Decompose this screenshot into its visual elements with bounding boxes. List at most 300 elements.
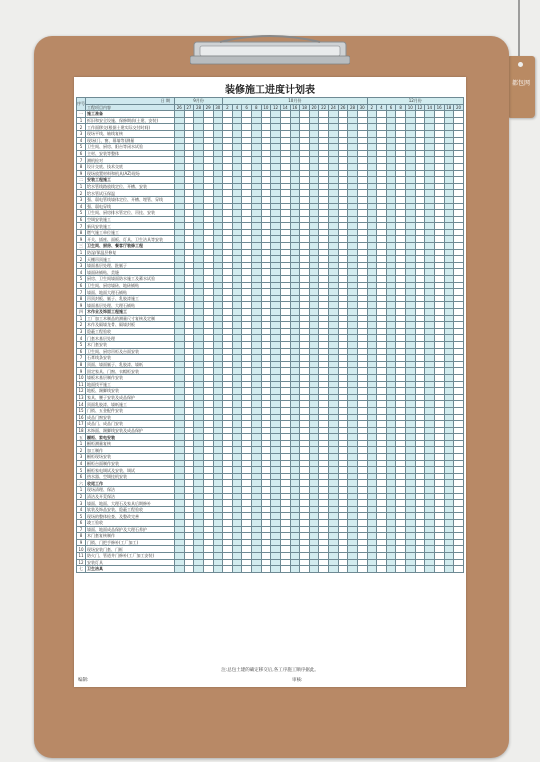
schedule-cell [242, 117, 252, 124]
schedule-cell [175, 111, 185, 118]
schedule-cell [203, 163, 213, 170]
schedule-cell [377, 467, 387, 474]
schedule-cell [338, 460, 348, 467]
schedule-cell [175, 216, 185, 223]
schedule-cell [425, 130, 435, 137]
row-number: 8 [77, 163, 86, 170]
schedule-cell [444, 374, 454, 381]
schedule-cell [271, 249, 281, 256]
schedule-cell [300, 427, 310, 434]
row-number: 5 [77, 341, 86, 348]
schedule-cell [194, 427, 204, 434]
schedule-cell [252, 421, 262, 428]
schedule-cell [357, 322, 367, 329]
schedule-cell [300, 150, 310, 157]
schedule-cell [377, 407, 387, 414]
schedule-cell [232, 111, 242, 118]
schedule-cell [425, 361, 435, 368]
schedule-cell [184, 190, 194, 197]
schedule-cell [425, 381, 435, 388]
schedule-cell [252, 210, 262, 217]
section-row [77, 566, 464, 573]
schedule-cell [213, 381, 223, 388]
schedule-cell [232, 124, 242, 131]
schedule-cell [425, 473, 435, 480]
schedule-cell [406, 361, 416, 368]
schedule-cell [338, 276, 348, 283]
schedule-cell [203, 335, 213, 342]
schedule-cell [348, 196, 358, 203]
schedule-cell [386, 414, 396, 421]
schedule-cell [290, 276, 300, 283]
schedule-cell [396, 348, 406, 355]
schedule-cell [338, 328, 348, 335]
schedule-cell [396, 289, 406, 296]
task-row [77, 163, 464, 170]
schedule-cell [203, 236, 213, 243]
schedule-cell [386, 440, 396, 447]
schedule-cell [348, 111, 358, 118]
schedule-cell [444, 163, 454, 170]
schedule-cell [454, 144, 464, 151]
schedule-cell [377, 196, 387, 203]
schedule-cell [280, 335, 290, 342]
schedule-cell [252, 500, 262, 507]
schedule-cell [367, 295, 377, 302]
schedule-cell [348, 401, 358, 408]
schedule-cell [434, 467, 444, 474]
schedule-cell [367, 414, 377, 421]
schedule-cell [194, 111, 204, 118]
schedule-cell [194, 183, 204, 190]
schedule-cell [338, 137, 348, 144]
schedule-cell [194, 210, 204, 217]
schedule-cell [203, 190, 213, 197]
row-number: 二 [77, 177, 86, 184]
schedule-cell [309, 289, 319, 296]
schedule-cell [406, 355, 416, 362]
schedule-cell [242, 566, 252, 573]
schedule-cell [454, 493, 464, 500]
schedule-cell [444, 559, 454, 566]
schedule-cell [348, 229, 358, 236]
schedule-cell [252, 487, 262, 494]
schedule-cell [444, 552, 454, 559]
schedule-cell [242, 256, 252, 263]
schedule-cell [184, 559, 194, 566]
schedule-cell [415, 256, 425, 263]
schedule-cell [425, 315, 435, 322]
schedule-cell [348, 243, 358, 250]
schedule-cell [377, 388, 387, 395]
schedule-cell [415, 144, 425, 151]
schedule-cell [213, 473, 223, 480]
schedule-cell [194, 163, 204, 170]
schedule-cell [377, 295, 387, 302]
schedule-cell [357, 335, 367, 342]
schedule-cell [377, 315, 387, 322]
schedule-cell [290, 368, 300, 375]
schedule-cell [271, 256, 281, 263]
schedule-cell [194, 269, 204, 276]
schedule-cell [232, 282, 242, 289]
schedule-cell [434, 401, 444, 408]
schedule-cell [261, 289, 271, 296]
schedule-cell [348, 374, 358, 381]
schedule-cell [203, 269, 213, 276]
schedule-cell [194, 190, 204, 197]
schedule-cell [444, 243, 454, 250]
schedule-cell [444, 282, 454, 289]
schedule-cell [357, 289, 367, 296]
schedule-cell [454, 374, 464, 381]
schedule-cell [309, 427, 319, 434]
schedule-cell [232, 374, 242, 381]
schedule-cell [223, 520, 233, 527]
schedule-cell [300, 170, 310, 177]
day-header: 6 [386, 104, 396, 111]
task-name: 橱柜台面制作安装 [86, 460, 175, 467]
schedule-cell [386, 262, 396, 269]
schedule-cell [175, 401, 185, 408]
schedule-cell [203, 559, 213, 566]
schedule-cell [386, 190, 396, 197]
schedule-cell [329, 361, 339, 368]
schedule-cell [348, 467, 358, 474]
schedule-cell [223, 480, 233, 487]
schedule-cell [213, 394, 223, 401]
day-header: 12 [415, 104, 425, 111]
schedule-cell [396, 322, 406, 329]
schedule-cell [425, 559, 435, 566]
schedule-cell [261, 460, 271, 467]
schedule-cell [232, 394, 242, 401]
schedule-cell [406, 229, 416, 236]
schedule-cell [232, 566, 242, 573]
schedule-cell [261, 341, 271, 348]
task-name: 墙板木基层制作安装 [86, 374, 175, 381]
schedule-cell [415, 163, 425, 170]
schedule-cell [367, 533, 377, 540]
schedule-cell [329, 533, 339, 540]
schedule-cell [377, 243, 387, 250]
schedule-cell [203, 394, 213, 401]
schedule-cell [377, 190, 387, 197]
day-header: 20 [309, 104, 319, 111]
schedule-cell [434, 137, 444, 144]
schedule-cell [454, 513, 464, 520]
schedule-cell [367, 546, 377, 553]
schedule-cell [357, 309, 367, 316]
row-number: 3 [77, 130, 86, 137]
schedule-cell [242, 243, 252, 250]
schedule-cell [175, 144, 185, 151]
schedule-cell [203, 295, 213, 302]
schedule-cell [232, 539, 242, 546]
schedule-cell [252, 190, 262, 197]
schedule-cell [319, 111, 329, 118]
schedule-cell [377, 289, 387, 296]
schedule-cell [386, 566, 396, 573]
schedule-cell [203, 170, 213, 177]
schedule-cell [175, 414, 185, 421]
task-row [77, 137, 464, 144]
schedule-cell [319, 282, 329, 289]
header-row-months [77, 98, 464, 105]
schedule-cell [203, 309, 213, 316]
schedule-cell [184, 421, 194, 428]
schedule-cell [386, 229, 396, 236]
schedule-cell [415, 520, 425, 527]
schedule-cell [444, 150, 454, 157]
schedule-cell [309, 374, 319, 381]
schedule-cell [396, 236, 406, 243]
schedule-cell [357, 137, 367, 144]
schedule-cell [203, 381, 213, 388]
schedule-cell [377, 210, 387, 217]
schedule-cell [184, 539, 194, 546]
task-row [77, 361, 464, 368]
schedule-cell [232, 427, 242, 434]
schedule-cell [184, 526, 194, 533]
schedule-cell [454, 388, 464, 395]
schedule-cell [329, 210, 339, 217]
schedule-cell [242, 368, 252, 375]
schedule-cell [396, 190, 406, 197]
schedule-cell [454, 210, 464, 217]
schedule-cell [425, 513, 435, 520]
schedule-cell [319, 269, 329, 276]
schedule-cell [348, 500, 358, 507]
schedule-cell [434, 328, 444, 335]
schedule-cell [242, 223, 252, 230]
schedule-cell [194, 150, 204, 157]
task-row [77, 328, 464, 335]
schedule-cell [396, 355, 406, 362]
schedule-cell [357, 559, 367, 566]
schedule-cell [194, 243, 204, 250]
schedule-cell [184, 493, 194, 500]
schedule-cell [338, 487, 348, 494]
schedule-cell [348, 210, 358, 217]
task-row [77, 513, 464, 520]
task-name: 新风安装施工 [86, 223, 175, 230]
schedule-cell [290, 388, 300, 395]
schedule-cell [309, 223, 319, 230]
schedule-cell [290, 447, 300, 454]
schedule-cell [367, 236, 377, 243]
schedule-cell [357, 473, 367, 480]
row-number: 1 [77, 315, 86, 322]
schedule-cell [309, 243, 319, 250]
day-header: 8 [396, 104, 406, 111]
schedule-cell [290, 309, 300, 316]
schedule-cell [203, 401, 213, 408]
schedule-cell [261, 137, 271, 144]
tag-hole [518, 62, 523, 67]
schedule-cell [232, 493, 242, 500]
schedule-cell [406, 196, 416, 203]
schedule-cell [377, 282, 387, 289]
day-header: 30 [357, 104, 367, 111]
schedule-cell [213, 302, 223, 309]
schedule-cell [242, 190, 252, 197]
schedule-cell [338, 183, 348, 190]
schedule-cell [338, 289, 348, 296]
schedule-cell [444, 473, 454, 480]
day-header: 22 [319, 104, 329, 111]
schedule-cell [319, 388, 329, 395]
schedule-cell [444, 269, 454, 276]
schedule-cell [444, 401, 454, 408]
task-row [77, 256, 464, 263]
schedule-cell [434, 506, 444, 513]
schedule-cell [357, 150, 367, 157]
task-row [77, 315, 464, 322]
task-row [77, 546, 464, 553]
schedule-cell [194, 493, 204, 500]
schedule-cell [184, 355, 194, 362]
schedule-cell [377, 401, 387, 408]
schedule-cell [175, 559, 185, 566]
schedule-cell [290, 487, 300, 494]
task-name: 设计交底、技术交底 [86, 163, 175, 170]
schedule-cell [309, 454, 319, 461]
schedule-cell [242, 302, 252, 309]
schedule-cell [434, 269, 444, 276]
day-header: 28 [194, 104, 204, 111]
schedule-cell [434, 322, 444, 329]
schedule-cell [348, 487, 358, 494]
schedule-cell [415, 341, 425, 348]
schedule-cell [386, 467, 396, 474]
schedule-cell [175, 513, 185, 520]
schedule-cell [271, 144, 281, 151]
schedule-cell [329, 328, 339, 335]
schedule-cell [329, 414, 339, 421]
schedule-cell [338, 407, 348, 414]
schedule-cell [329, 355, 339, 362]
schedule-cell [329, 440, 339, 447]
schedule-cell [348, 427, 358, 434]
schedule-cell [319, 434, 329, 441]
schedule-cell [396, 394, 406, 401]
schedule-cell [223, 539, 233, 546]
schedule-cell [232, 526, 242, 533]
task-row [77, 223, 464, 230]
schedule-cell [175, 500, 185, 507]
task-row [77, 374, 464, 381]
schedule-cell [348, 124, 358, 131]
schedule-cell [194, 130, 204, 137]
schedule-cell [396, 513, 406, 520]
schedule-cell [386, 144, 396, 151]
schedule-cell [396, 157, 406, 164]
schedule-cell [338, 414, 348, 421]
schedule-cell [232, 295, 242, 302]
task-name: 强、弱电穿线 [86, 203, 175, 210]
schedule-cell [300, 394, 310, 401]
schedule-cell [300, 262, 310, 269]
schedule-cell [396, 533, 406, 540]
schedule-cell [184, 236, 194, 243]
day-header: 4 [377, 104, 387, 111]
schedule-cell [300, 559, 310, 566]
schedule-cell [232, 137, 242, 144]
schedule-cell [406, 183, 416, 190]
schedule-cell [223, 282, 233, 289]
schedule-cell [300, 315, 310, 322]
schedule-cell [357, 348, 367, 355]
schedule-cell [338, 249, 348, 256]
schedule-cell [425, 243, 435, 250]
schedule-cell [194, 381, 204, 388]
schedule-cell [252, 262, 262, 269]
schedule-cell [367, 355, 377, 362]
schedule-cell [329, 368, 339, 375]
schedule-cell [213, 526, 223, 533]
section-row [77, 480, 464, 487]
schedule-cell [329, 150, 339, 157]
schedule-cell [406, 440, 416, 447]
row-number: 七 [77, 566, 86, 573]
schedule-cell [425, 157, 435, 164]
schedule-cell [184, 533, 194, 540]
schedule-cell [271, 196, 281, 203]
schedule-cell [280, 289, 290, 296]
schedule-cell [261, 157, 271, 164]
schedule-cell [348, 361, 358, 368]
task-name: 门锁、五金配件安装 [86, 407, 175, 414]
schedule-cell [300, 335, 310, 342]
schedule-cell [213, 328, 223, 335]
schedule-cell [434, 276, 444, 283]
task-row [77, 388, 464, 395]
schedule-cell [242, 130, 252, 137]
schedule-cell [213, 506, 223, 513]
schedule-cell [348, 341, 358, 348]
schedule-cell [300, 381, 310, 388]
schedule-cell [252, 322, 262, 329]
schedule-cell [434, 381, 444, 388]
schedule-cell [271, 427, 281, 434]
schedule-cell [175, 381, 185, 388]
schedule-cell [386, 249, 396, 256]
row-number: 16 [78, 414, 84, 420]
schedule-cell [223, 328, 233, 335]
schedule-cell [434, 262, 444, 269]
schedule-cell [444, 566, 454, 573]
schedule-cell [203, 289, 213, 296]
schedule-cell [415, 493, 425, 500]
schedule-cell [232, 276, 242, 283]
schedule-cell [242, 236, 252, 243]
schedule-cell [357, 111, 367, 118]
schedule-cell [329, 203, 339, 210]
schedule-cell [213, 480, 223, 487]
task-name: 木门套安装 [86, 341, 175, 348]
schedule-cell [290, 124, 300, 131]
schedule-cell [406, 388, 416, 395]
schedule-cell [396, 539, 406, 546]
schedule-cell [213, 295, 223, 302]
schedule-cell [309, 216, 319, 223]
schedule-cell [309, 368, 319, 375]
schedule-cell [252, 177, 262, 184]
schedule-cell [242, 210, 252, 217]
schedule-cell [454, 124, 464, 131]
schedule-cell [280, 361, 290, 368]
